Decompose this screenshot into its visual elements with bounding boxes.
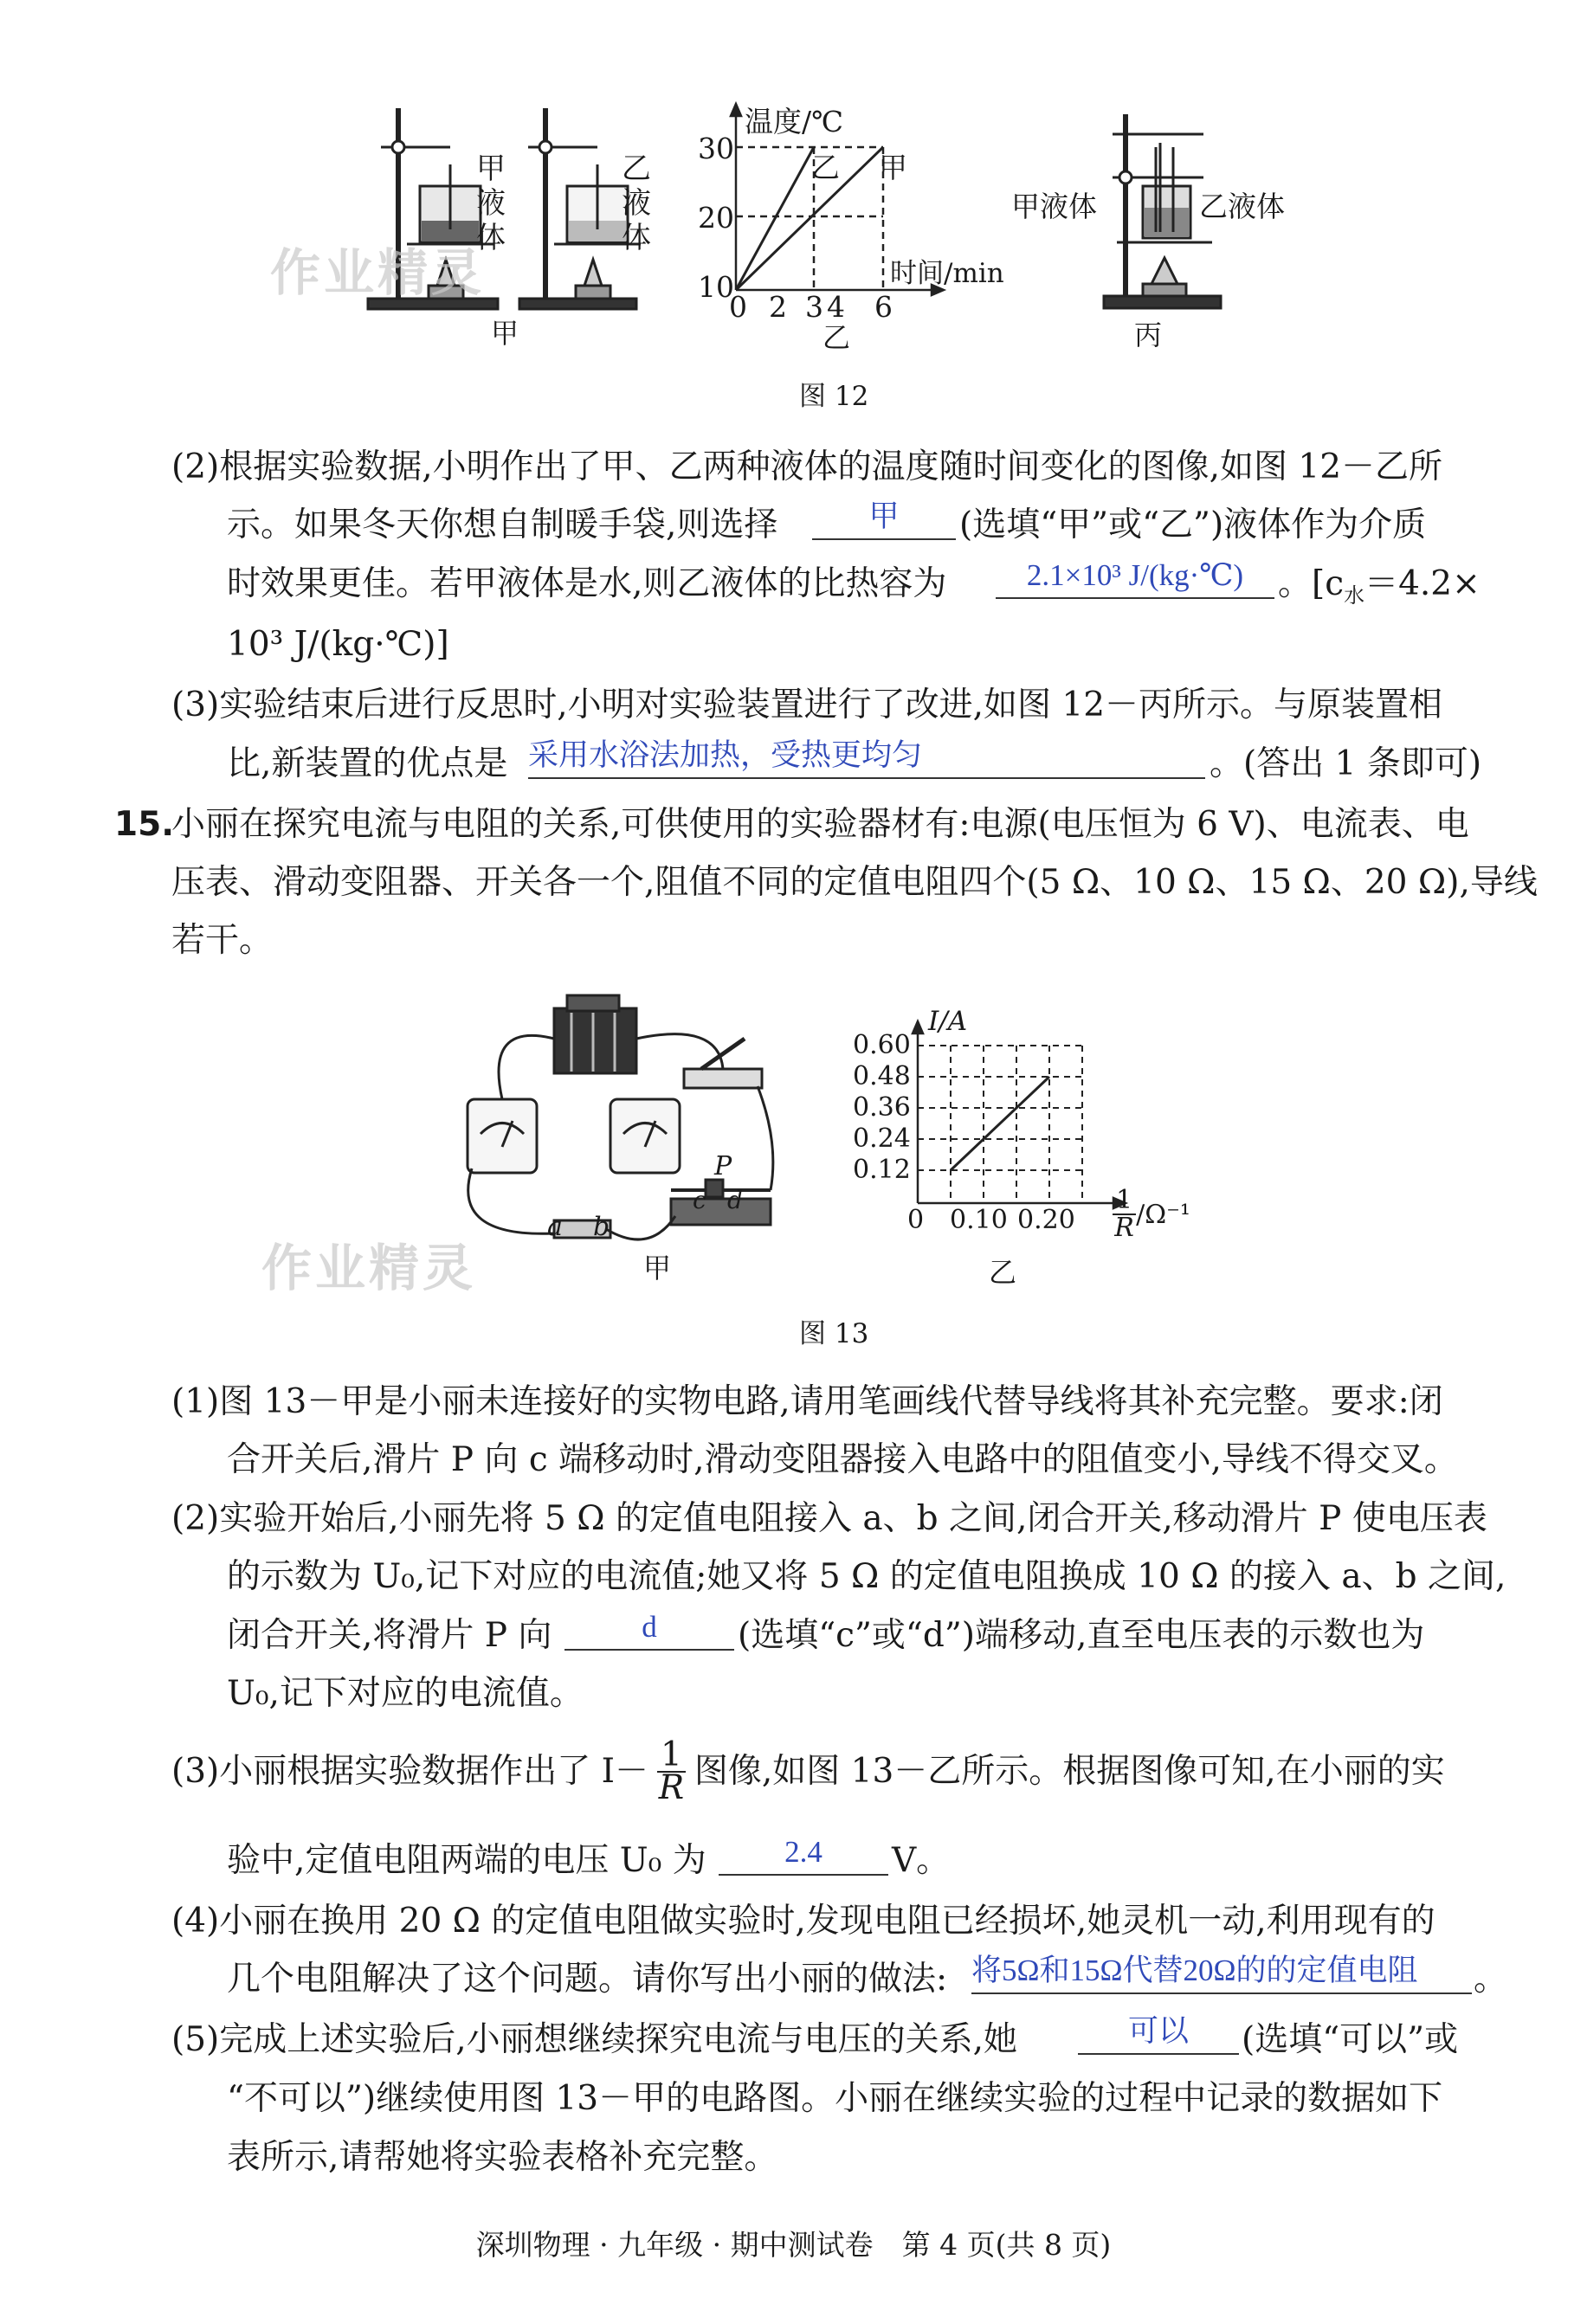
q15-p5-line1b: (选填“可以”或 xyxy=(1242,2020,1459,2059)
q15-p4-line2a: 几个电阻解决了这个问题。请你写出小丽的做法: xyxy=(227,1960,948,1999)
q14-answer-advantage: 采用水浴法加热，受热更均匀 xyxy=(528,734,1205,779)
beaker-label-yi: 乙液体 xyxy=(622,151,651,255)
figure-13-drawing xyxy=(0,969,1587,1342)
fig13-sub-yi: 乙 xyxy=(989,1256,1017,1289)
graph13-ytick-060: 0.60 xyxy=(853,1030,911,1060)
fig12-caption: 图 12 xyxy=(799,381,869,412)
q14-c-sub: 水 xyxy=(1344,583,1365,608)
graph13-xlabel-unit: /Ω⁻¹ xyxy=(1136,1199,1190,1230)
q15-number: 15. xyxy=(114,805,175,844)
graph13-xtick-0: 0 xyxy=(907,1205,925,1235)
q15-p3-line1 xyxy=(171,1735,1445,1807)
q15-p3-frac-num: 1 xyxy=(657,1740,686,1773)
q15-answer-reuse: 可以 xyxy=(1078,2010,1239,2055)
q15-p4-line1: (4)小丽在换用 20 Ω 的定值电阻做实验时,发现电阻已经损坏,她灵机一动,利用现有的 xyxy=(171,1902,1435,1941)
fig12-sub-jia: 甲 xyxy=(491,317,519,350)
beaker-label-jia: 甲液体 xyxy=(476,151,506,255)
graph13-ytick-012: 0.12 xyxy=(853,1155,911,1185)
graph13-xtick-020: 0.20 xyxy=(1017,1205,1075,1235)
graph13-xlabel-den: R xyxy=(1114,1213,1134,1243)
graph12-xtick-0: 0 xyxy=(729,290,747,324)
graph12-xtick-4: 4 xyxy=(827,290,845,324)
q15-p3-frac-den: R xyxy=(658,1768,685,1807)
figure-12-drawing xyxy=(0,0,1587,415)
terminal-a: a xyxy=(547,1212,563,1242)
q15-p1-line2: 合开关后,滑片 P 向 c 端移动时,滑动变阻器接入电路中的阻值变小,导线不得交叉。 xyxy=(227,1440,1458,1479)
q14-p3-line2b: 。(答出 1 条即可) xyxy=(1210,744,1482,783)
q15-p3-line1b: 图像,如图 13－乙所示。根据图像可知,在小丽的实 xyxy=(694,1752,1445,1791)
fig12-sub-bing: 丙 xyxy=(1134,319,1163,351)
graph12-line-label-jia: 甲 xyxy=(879,151,907,184)
page-footer: 深圳物理 · 九年级 · 期中测试卷 第 4 页(共 8 页) xyxy=(475,2228,1112,2262)
q14-p2-line2b: (选填“甲”或“乙”)液体作为介质 xyxy=(959,505,1427,544)
q14-answer-medium: 甲 xyxy=(812,495,956,540)
q15-p3-line2a: 验中,定值电阻两端的电压 U₀ 为 xyxy=(227,1841,706,1880)
graph13-xlabel xyxy=(1113,1185,1190,1243)
q14-p2-line3b xyxy=(1278,554,1481,626)
graph12-ytick-20: 20 xyxy=(698,201,734,235)
q15-intro-line1: 小丽在探究电流与电阻的关系,可供使用的实验器材有:电源(电压恒为 6 V)、电流表、电 xyxy=(171,805,1469,844)
q15-p2-line3b: (选填“c”或“d”)端移动,直至电压表的示数也为 xyxy=(738,1616,1425,1655)
terminal-b: b xyxy=(593,1212,610,1242)
fig13-current-graph xyxy=(913,1021,1126,1208)
q15-p4-line2b: 。 xyxy=(1474,1960,1508,1999)
q14-c-label: 。[c xyxy=(1278,564,1345,603)
q15-answer-direction: d xyxy=(564,1606,734,1651)
q15-p2-line4: U₀,记下对应的电流值。 xyxy=(227,1674,584,1713)
fig13-sub-jia: 甲 xyxy=(643,1252,672,1284)
graph12-xtick-2: 2 xyxy=(769,290,787,324)
q15-p2-line3a: 闭合开关,将滑片 P 向 xyxy=(227,1616,552,1655)
q15-p1-line1: (1)图 13－甲是小丽未连接好的实物电路,请用笔画线代替导线将其补充完整。要求:闭 xyxy=(171,1382,1443,1421)
graph13-ytick-048: 0.48 xyxy=(853,1061,911,1091)
graph13-xtick-010: 0.10 xyxy=(950,1205,1008,1235)
q14-p2-line1: (2)根据实验数据,小明作出了甲、乙两种液体的温度随时间变化的图像,如图 12－乙所 xyxy=(171,447,1443,486)
slider-p: P xyxy=(714,1151,732,1181)
q15-p3-fraction xyxy=(657,1735,686,1807)
q15-p2-line1: (2)实验开始后,小丽先将 5 Ω 的定值电阻接入 a、b 之间,闭合开关,移动滑片 P 使电压表 xyxy=(171,1499,1487,1538)
bing-label-jia: 甲液体 xyxy=(1011,190,1097,223)
watermark: 作业精灵 xyxy=(270,243,486,302)
watermark-2: 作业精灵 xyxy=(261,1239,477,1297)
graph13-xlabel-num: 1 xyxy=(1113,1188,1136,1215)
bing-label-yi: 乙液体 xyxy=(1199,190,1285,223)
q14-p3-line2a: 比,新装置的优点是 xyxy=(227,744,508,783)
graph12-ytick-10: 10 xyxy=(698,270,734,304)
q15-answer-method: 将5Ω和15Ω代替20Ω的的定值电阻 xyxy=(971,1949,1472,1994)
graph13-ylabel: I/A xyxy=(928,1006,968,1037)
graph12-ytick-30: 30 xyxy=(698,132,734,165)
q15-intro-line2: 压表、滑动变阻器、开关各一个,阻值不同的定值电阻四个(5 Ω、10 Ω、15 Ω、20 Ω),导线 xyxy=(171,863,1538,902)
q15-p3-line1a: (3)小丽根据实验数据作出了 I－ xyxy=(171,1752,649,1791)
q15-p5-line1a: (5)完成上述实验后,小丽想继续探究电流与电压的关系,她 xyxy=(171,2020,1018,2059)
q15-p5-line2: “不可以”)继续使用图 13－甲的电路图。小丽在继续实验的过程中记录的数据如下 xyxy=(227,2079,1443,2118)
q14-answer-specific-heat: 2.1×10³ J/(kg·℃) xyxy=(996,554,1274,599)
graph12-xtick-6: 6 xyxy=(874,290,893,324)
q15-p3-line2b: V。 xyxy=(892,1841,951,1880)
graph13-ytick-036: 0.36 xyxy=(853,1092,911,1123)
graph12-ylabel: 温度/℃ xyxy=(745,105,844,138)
graph13-ytick-024: 0.24 xyxy=(853,1123,911,1154)
q14-p2-line3a: 时效果更佳。若甲液体是水,则乙液体的比热容为 xyxy=(227,564,947,603)
graph13-xlabel-fraction xyxy=(1113,1185,1136,1243)
q15-p5-line3: 表所示,请帮她将实验表格补充完整。 xyxy=(227,2138,778,2177)
q14-p3-line1: (3)实验结束后进行反思时,小明对实验装置进行了改进,如图 12－丙所示。与原装置相 xyxy=(171,686,1443,724)
fig13-caption: 图 13 xyxy=(799,1318,869,1349)
q15-answer-voltage: 2.4 xyxy=(719,1831,888,1876)
terminal-c: c xyxy=(693,1186,706,1214)
graph12-line-label-yi: 乙 xyxy=(811,151,840,184)
graph12-xtick-3: 3 xyxy=(805,290,823,324)
q15-intro-line3: 若干。 xyxy=(171,921,274,960)
q14-c-value: ＝4.2× xyxy=(1364,564,1481,603)
fig12-sub-yi: 乙 xyxy=(823,321,851,354)
graph12-xlabel: 时间/min xyxy=(890,258,1004,289)
q15-p2-line2: 的示数为 U₀,记下对应的电流值;她又将 5 Ω 的定值电阻换成 10 Ω 的接入 a、b 之间, xyxy=(227,1557,1506,1596)
q14-p2-line2a: 示。如果冬天你想自制暖手袋,则选择 xyxy=(227,505,778,544)
q14-p2-line4: 10³ J/(kg·℃)] xyxy=(227,625,449,664)
terminal-d: d xyxy=(727,1186,743,1214)
